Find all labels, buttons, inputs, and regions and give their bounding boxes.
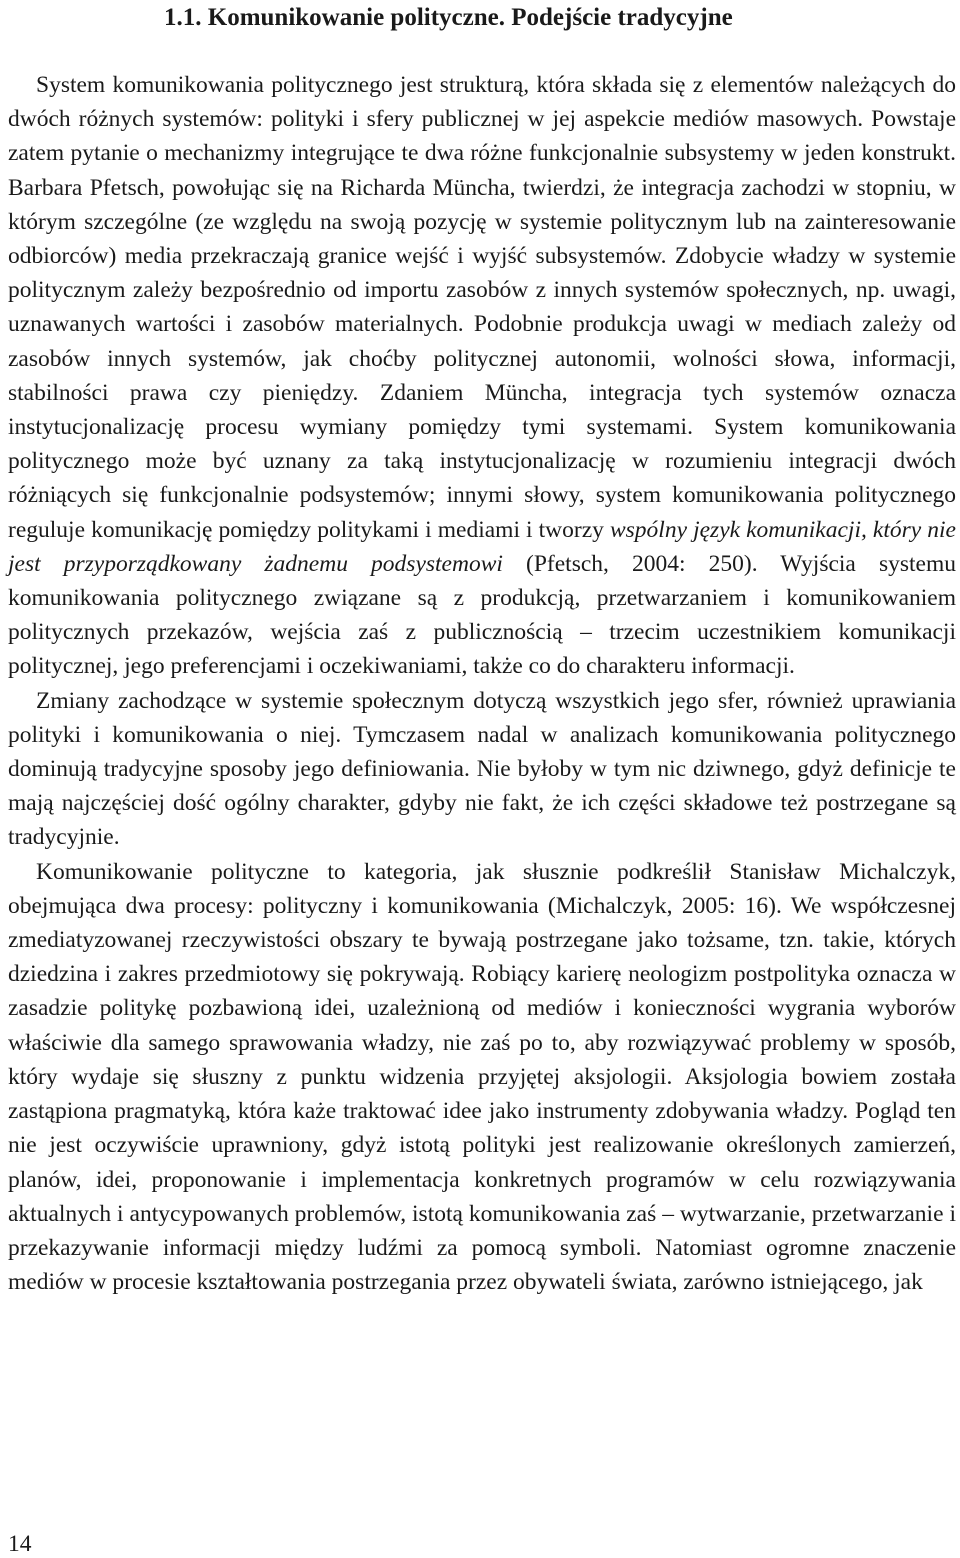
paragraph-1-italic-quote: wspólny język komunikacji, który nie jest przyporządkowany żadnemu podsystemowi	[8, 516, 956, 577]
paragraph-3: Komunikowanie polityczne to kategoria, jak słusznie podkreślił Stanisław Michalczyk, obejmująca dwa procesy: polityczny i komunikowania (Michalczyk, 2005: 16). We współczesnej zmediatyzowanej rzeczywistości obszary te bywają postrzegane jako tożsame, tzn. takie, których dziedzina i zakres przedmiotowy się pokrywają. Robiący karierę neologizm postpolityka oznacza w zasadzie politykę pozbawioną idei, uzależnioną od mediów i konieczności wygrania wyborów właściwie dla samego sprawowania władzy, nie zaś po to, aby rozwiązywać problemy w sposób, który wydaje się słuszny z punktu widzenia przyjętej aksjologii. Aksjologia bowiem została zastąpiona pragmatyką, która każe traktować idee jako instrumenty zdobywania władzy. Pogląd ten nie jest oczywiście uprawniony, gdyż istotą polityki jest realizowanie określonych zamierzeń, planów, idei, proponowanie i implementacja konkretnych programów w celu rozwiązywania aktualnych i antycypowanych problemów, istotą komunikowania zaś – wytwarzanie, przetwarzanie i przekazywanie informacji między ludźmi za pomocą symboli. Natomiast ogromne znaczenie mediów w procesie kształtowania postrzegania przez obywateli świata, zarówno istniejącego, jak	[8, 858, 956, 1296]
paragraph-1-text-start: System komunikowania politycznego jest strukturą, która składa się z elementów należących do dwóch różnych systemów: polityki i sfery publicznej w jej aspekcie mediów masowych. Powstaje zatem pytanie o mechanizmy integrujące te dwa różne funkcjonalnie subsystemy w jeden konstrukt. Barbara Pfetsch, powołując się na Richarda Müncha, twierdzi, że integracja zachodzi w stopniu, w którym szczególne (ze względu na swoją pozycję w systemie politycznym lub na zainteresowanie odbiorców) media przekraczają granice wejść i wyjść subsystemów. Zdobycie władzy w systemie politycznym zależy bezpośrednio od importu zasobów z innych systemów społecznych, np. uwagi, uznawanych wartości i zasobów materialnych. Podobnie produkcja uwagi w mediach zależy od zasobów innych systemów, jak choćby politycznej autonomii, wolności słowa, informacji, stabilności prawa czy pieniędzy. Zdaniem Müncha, integracja tych systemów oznacza instytucjonalizację procesu wymiany pomiędzy tymi systemami. System komunikowania politycznego może być uznany za taką instytucjonalizację w rozumieniu integracji dwóch różniących się funkcjonalnie podsystemów; innymi słowy, system komunikowania politycznego reguluje komunikację pomiędzy politykami i mediami i tworzy	[8, 72, 956, 543]
paragraph-1-text-end: (Pfetsch, 2004: 250). Wyjścia systemu komunikowania politycznego związane są z produkcją, przetwarzaniem i komunikowaniem politycznych przekazów, wejścia zaś z publicznością – trzecim uczestnikiem komunikacji politycznej, jego preferencjami i oczekiwaniami, także co do charakteru informacji.	[8, 550, 956, 680]
paragraph-1	[8, 68, 956, 684]
document-page	[8, 0, 956, 1299]
page-number: 14	[8, 1531, 32, 1557]
section-heading: 1.1. Komunikowanie polityczne. Podejście tradycyjne	[164, 4, 733, 31]
paragraph-2: Zmiany zachodzące w systemie społecznym dotyczą wszystkich jego sfer, również uprawiania polityki i komunikowania o niej. Tymczasem nadal w analizach komunikowania politycznego dominują tradycyjne sposoby jego definiowania. Nie byłoby w tym nic dziwnego, gdyż definicje te mają najczęściej dość ogólny charakter, gdyby nie fakt, że ich części składowe też postrzegane są tradycyjnie.	[8, 687, 956, 851]
